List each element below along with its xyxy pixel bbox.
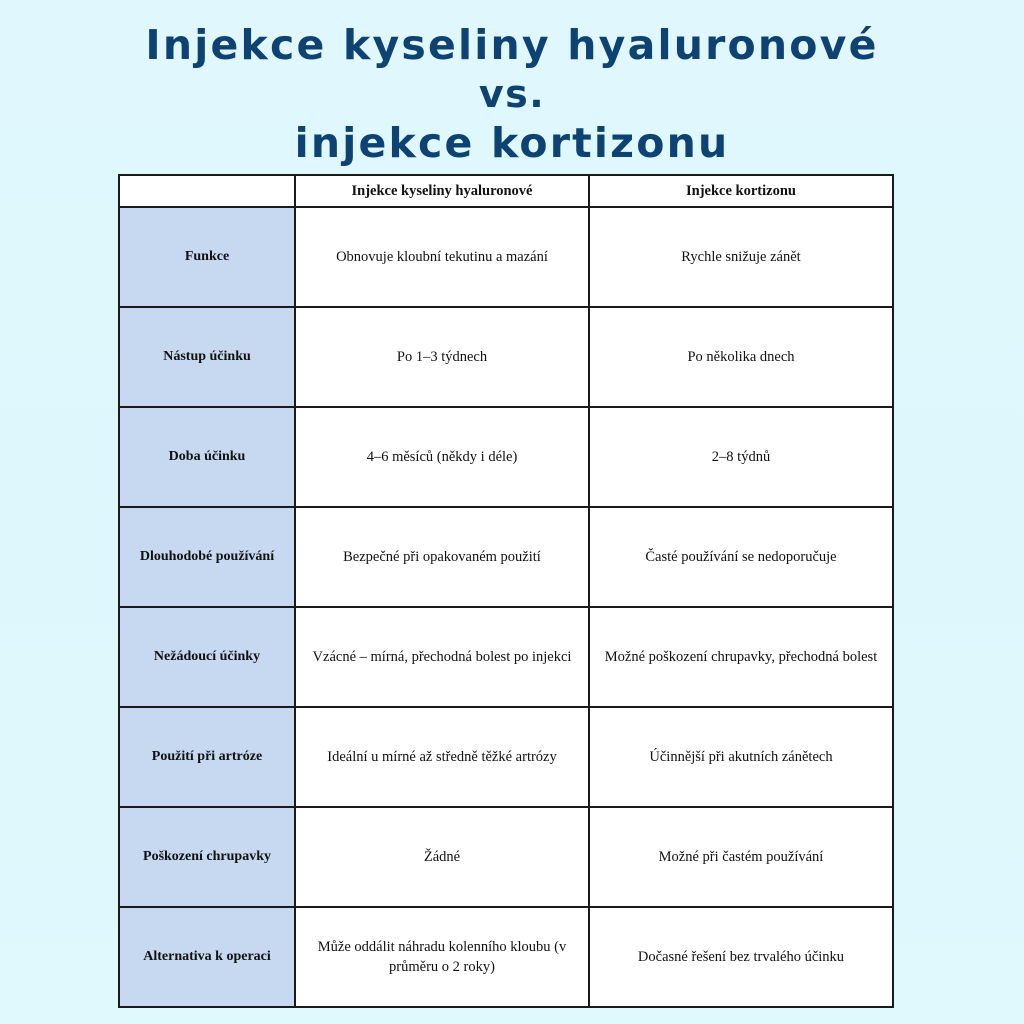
row-label-cell: Nástup účinku xyxy=(119,307,295,407)
table-row xyxy=(119,207,893,307)
table-row xyxy=(119,407,893,507)
row-label-cell: Doba účinku xyxy=(119,407,295,507)
column-header-blank xyxy=(119,175,295,207)
cell-hyaluronic: Ideální u mírné až středně těžké artrózy xyxy=(295,707,589,807)
table-header-row xyxy=(119,175,893,207)
table-row xyxy=(119,307,893,407)
row-label-cell: Alternativa k operaci xyxy=(119,907,295,1007)
row-label-cell: Dlouhodobé používání xyxy=(119,507,295,607)
cell-cortisone: Možné poškození chrupavky, přechodná bolest xyxy=(589,607,893,707)
row-label-cell: Funkce xyxy=(119,207,295,307)
cell-hyaluronic: Obnovuje kloubní tekutinu a mazání xyxy=(295,207,589,307)
comparison-table xyxy=(118,174,894,1008)
row-label-cell: Poškození chrupavky xyxy=(119,807,295,907)
table-row xyxy=(119,607,893,707)
comparison-table-wrapper xyxy=(118,174,892,1008)
cell-hyaluronic: 4–6 měsíců (někdy i déle) xyxy=(295,407,589,507)
cell-hyaluronic: Po 1–3 týdnech xyxy=(295,307,589,407)
table-header xyxy=(119,175,893,207)
cell-hyaluronic: Žádné xyxy=(295,807,589,907)
column-header-cortisone: Injekce kortizonu xyxy=(589,175,893,207)
page-title-line-1: Injekce kyseliny hyaluronové xyxy=(145,21,879,69)
cell-cortisone: Možné při častém používání xyxy=(589,807,893,907)
column-header-hyaluronic: Injekce kyseliny hyaluronové xyxy=(295,175,589,207)
cell-cortisone: Účinnější při akutních zánětech xyxy=(589,707,893,807)
cell-cortisone: Rychle snižuje zánět xyxy=(589,207,893,307)
page-title-line-3: injekce kortizonu xyxy=(294,119,730,167)
row-label-cell: Použití při artróze xyxy=(119,707,295,807)
cell-hyaluronic: Vzácné – mírná, přechodná bolest po injekci xyxy=(295,607,589,707)
row-label-cell: Nežádoucí účinky xyxy=(119,607,295,707)
page-title-line-2: vs. xyxy=(478,72,546,116)
table-row xyxy=(119,907,893,1007)
cell-hyaluronic: Může oddálit náhradu kolenního kloubu (v průměru o 2 roky) xyxy=(295,907,589,1007)
table-row xyxy=(119,507,893,607)
page-title xyxy=(0,20,1024,168)
table-row xyxy=(119,707,893,807)
cell-cortisone: Časté používání se nedoporučuje xyxy=(589,507,893,607)
cell-cortisone: Po několika dnech xyxy=(589,307,893,407)
table-row xyxy=(119,807,893,907)
cell-cortisone: Dočasné řešení bez trvalého účinku xyxy=(589,907,893,1007)
cell-cortisone: 2–8 týdnů xyxy=(589,407,893,507)
table-body xyxy=(119,207,893,1007)
cell-hyaluronic: Bezpečné při opakovaném použití xyxy=(295,507,589,607)
